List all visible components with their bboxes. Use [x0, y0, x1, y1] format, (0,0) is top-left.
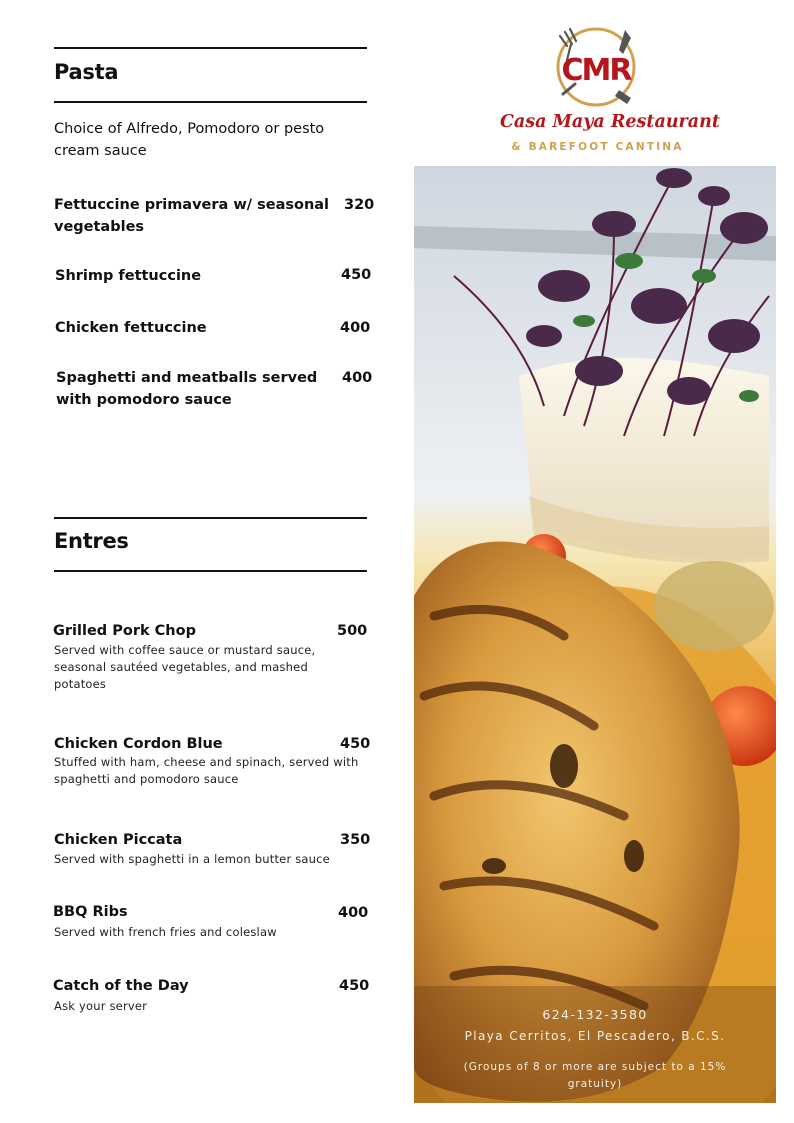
menu-item-name: BBQ Ribs	[53, 904, 128, 920]
menu-item-price: 450	[340, 736, 371, 752]
cmr-monogram-logo	[553, 24, 639, 110]
menu-item-description: Stuffed with ham, cheese and spinach, served with spaghetti and pomodoro sauce	[54, 755, 359, 786]
menu-item-price: 400	[342, 370, 373, 386]
menu-item-name: Shrimp fettuccine	[55, 268, 202, 284]
menu-item-description: Served with coffee sauce or mustard sauce, seasonal sautéed vegetables, and mashed potatoes	[54, 643, 316, 691]
menu-item-price: 400	[340, 320, 371, 336]
menu-item-name: Chicken Piccata	[54, 832, 183, 848]
menu-item-price: 500	[337, 623, 368, 639]
address: Playa Cerritos, El Pescadero, B.C.S.	[464, 1029, 726, 1043]
menu-item-price: 320	[344, 197, 375, 213]
menu-item-name: Grilled Pork Chop	[53, 623, 196, 639]
menu-item-name: Chicken fettuccine	[55, 320, 207, 336]
monogram-text: CMR	[561, 53, 631, 88]
menu-item-price: 450	[339, 978, 370, 994]
menu-item-name: Spaghetti and meatballs served with pomodoro sauce	[56, 370, 318, 408]
menu-item-price: 450	[341, 267, 372, 283]
menu-item-price: 350	[340, 832, 371, 848]
food-photo	[414, 166, 776, 1103]
restaurant-name: Casa Maya Restaurant	[500, 112, 720, 132]
pasta-bottom-rule	[54, 101, 367, 103]
restaurant-subtitle: & BAREFOOT CANTINA	[511, 141, 684, 153]
gratuity-note: (Groups of 8 or more are subject to a 15% gratuity)	[463, 1061, 727, 1090]
menu-item-name: Chicken Cordon Blue	[54, 736, 223, 752]
entres-section-title: Entres	[54, 529, 129, 553]
menu-item-description: Served with french fries and coleslaw	[54, 925, 277, 939]
phone-number: 624-132-3580	[542, 1007, 648, 1022]
pasta-top-rule	[54, 47, 367, 49]
restaurant-logo	[500, 24, 720, 159]
pasta-section-title: Pasta	[54, 60, 119, 84]
entres-top-rule	[54, 517, 367, 519]
menu-item-name: Catch of the Day	[53, 978, 189, 994]
menu-item-description: Served with spaghetti in a lemon butter sauce	[54, 852, 330, 866]
menu-item-name: Fettuccine primavera w/ seasonal vegetables	[54, 197, 330, 235]
pasta-intro: Choice of Alfredo, Pomodoro or pesto cream sauce	[54, 121, 325, 159]
menu-item-description: Ask your server	[54, 999, 148, 1013]
menu-item-price: 400	[338, 905, 369, 921]
food-photo-illustration	[414, 166, 776, 1103]
entres-bottom-rule	[54, 570, 367, 572]
